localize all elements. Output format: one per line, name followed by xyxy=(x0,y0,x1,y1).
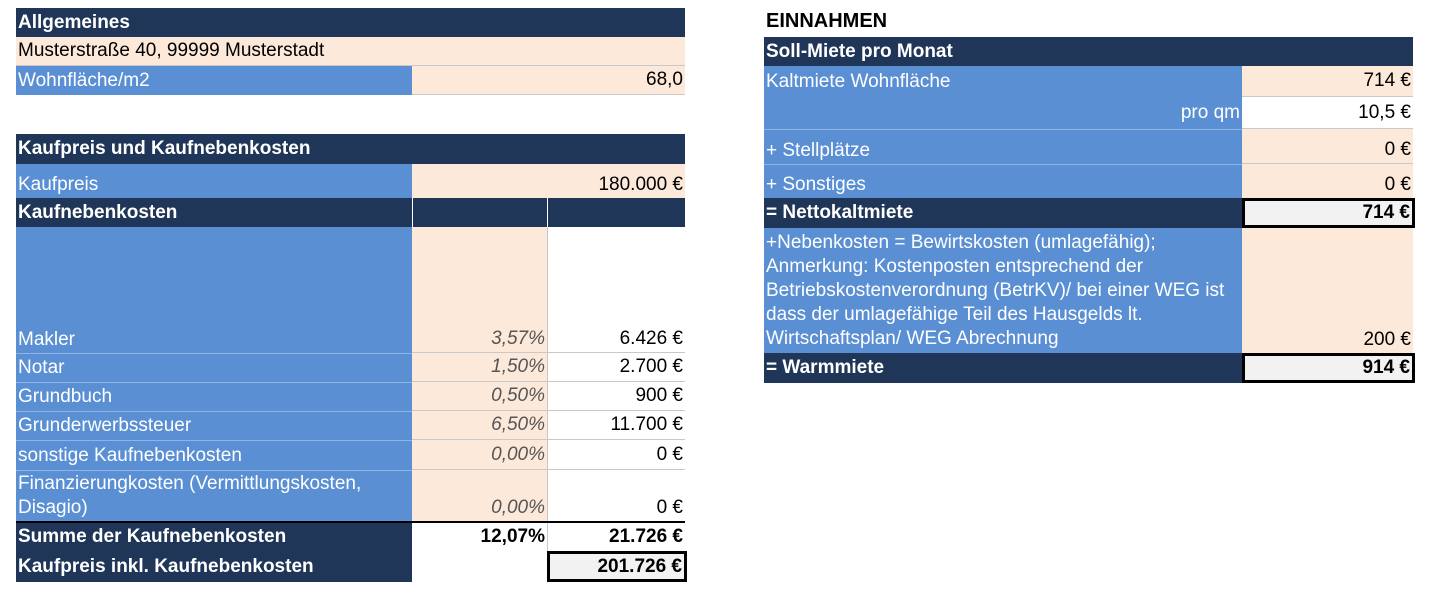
nebenkosten-label: +Nebenkosten = Bewirtskosten (umlagefähig); Anmerkung: Kostenposten entsprechend der Betriebskostenverordnung (BetrKV)/ bei einer WEG ist dass der umlagefähige Teil des Hausgelds lt. Wirtschaftsplan/ WEG Abrechnung xyxy=(764,228,1242,353)
stellplaetze-row xyxy=(764,129,1413,164)
area-row xyxy=(16,66,685,95)
nk-header: Kaufnebenkosten xyxy=(16,198,412,227)
nk-item-value: 6.426 € xyxy=(547,227,685,353)
warm-label: = Warmmiete xyxy=(764,353,1242,383)
nk-header-pct-cell xyxy=(413,198,547,227)
address-row xyxy=(16,37,685,66)
nk-item-label: Grundbuch xyxy=(16,382,412,411)
kauf-header: Kaufpreis und Kaufnebenkosten xyxy=(16,134,685,164)
kaltmiete-label: Kaltmiete Wohnfläche xyxy=(764,66,1242,97)
nk-item-value: 900 € xyxy=(547,382,685,411)
nk-item-label: Notar xyxy=(16,353,412,382)
summe-pct: 12,07% xyxy=(412,523,547,551)
total-value: 201.726 € xyxy=(547,551,687,582)
area-value[interactable]: 68,0 xyxy=(412,66,685,95)
total-row xyxy=(16,551,687,582)
nk-item-pct[interactable]: 6,50% xyxy=(412,411,547,440)
nk-header-row xyxy=(16,198,685,227)
kaufpreis-value[interactable]: 180.000 € xyxy=(412,164,685,198)
nk-item-row xyxy=(16,411,685,440)
summe-value: 21.726 € xyxy=(547,523,685,551)
total-empty-cell xyxy=(412,551,547,582)
nk-item-label: Makler xyxy=(16,227,412,353)
address-cell[interactable]: Musterstraße 40, 99999 Musterstadt xyxy=(16,37,685,66)
warm-value: 914 € xyxy=(1242,353,1415,383)
nk-item-value: 11.700 € xyxy=(547,411,685,440)
nk-item-row xyxy=(16,227,685,353)
proqm-value: 10,5 € xyxy=(1242,97,1413,129)
sonstiges-value[interactable]: 0 € xyxy=(1242,164,1413,198)
summe-row xyxy=(16,521,685,551)
nk-item-pct[interactable]: 0,00% xyxy=(412,440,547,470)
netto-row xyxy=(764,198,1415,228)
area-label: Wohnfläche/m2 xyxy=(16,66,412,95)
kaltmiete-row xyxy=(764,66,1413,97)
kaufpreis-label: Kaufpreis xyxy=(16,164,412,198)
warm-row xyxy=(764,353,1415,383)
nk-item-row xyxy=(16,470,685,521)
kaltmiete-value[interactable]: 714 € xyxy=(1242,66,1413,97)
netto-label: = Nettokaltmiete xyxy=(764,198,1242,228)
einnahmen-header: Soll-Miete pro Monat xyxy=(764,37,1413,66)
nk-item-label: Finanzierungkosten (Vermittlungskosten, Disagio) xyxy=(16,470,412,521)
nk-item-pct[interactable]: 1,50% xyxy=(412,353,547,382)
nk-item-pct[interactable]: 0,50% xyxy=(412,382,547,411)
nk-header-value-cell xyxy=(548,198,685,227)
sonstiges-row xyxy=(764,164,1413,198)
netto-value: 714 € xyxy=(1242,198,1415,228)
stellplaetze-value[interactable]: 0 € xyxy=(1242,129,1413,164)
proqm-row xyxy=(764,97,1413,129)
sonstiges-label: + Sonstiges xyxy=(764,164,1242,198)
allgemeines-header: Allgemeines xyxy=(16,8,685,37)
nk-item-pct[interactable]: 3,57% xyxy=(412,227,547,353)
nk-item-value: 0 € xyxy=(547,440,685,470)
einnahmen-title: EINNAHMEN xyxy=(766,10,888,32)
nebenkosten-row xyxy=(764,228,1413,353)
nk-item-label: Grunderwerbssteuer xyxy=(16,411,412,440)
allgemeines-header-row xyxy=(16,8,685,37)
nebenkosten-value[interactable]: 200 € xyxy=(1242,228,1413,353)
nk-item-value: 2.700 € xyxy=(547,353,685,382)
nk-item-row xyxy=(16,440,685,470)
summe-label: Summe der Kaufnebenkosten xyxy=(16,523,412,551)
nk-item-label: sonstige Kaufnebenkosten xyxy=(16,440,412,470)
proqm-label: pro qm xyxy=(764,97,1242,129)
kaufpreis-row xyxy=(16,164,685,198)
nk-item-row xyxy=(16,382,685,411)
kauf-header-row xyxy=(16,134,685,164)
nk-item-value: 0 € xyxy=(547,470,685,521)
nk-item-row xyxy=(16,353,685,382)
nk-item-pct[interactable]: 0,00% xyxy=(412,470,547,521)
einnahmen-header-row xyxy=(764,37,1413,66)
stellplaetze-label: + Stellplätze xyxy=(764,129,1242,164)
total-label: Kaufpreis inkl. Kaufnebenkosten xyxy=(16,551,412,582)
